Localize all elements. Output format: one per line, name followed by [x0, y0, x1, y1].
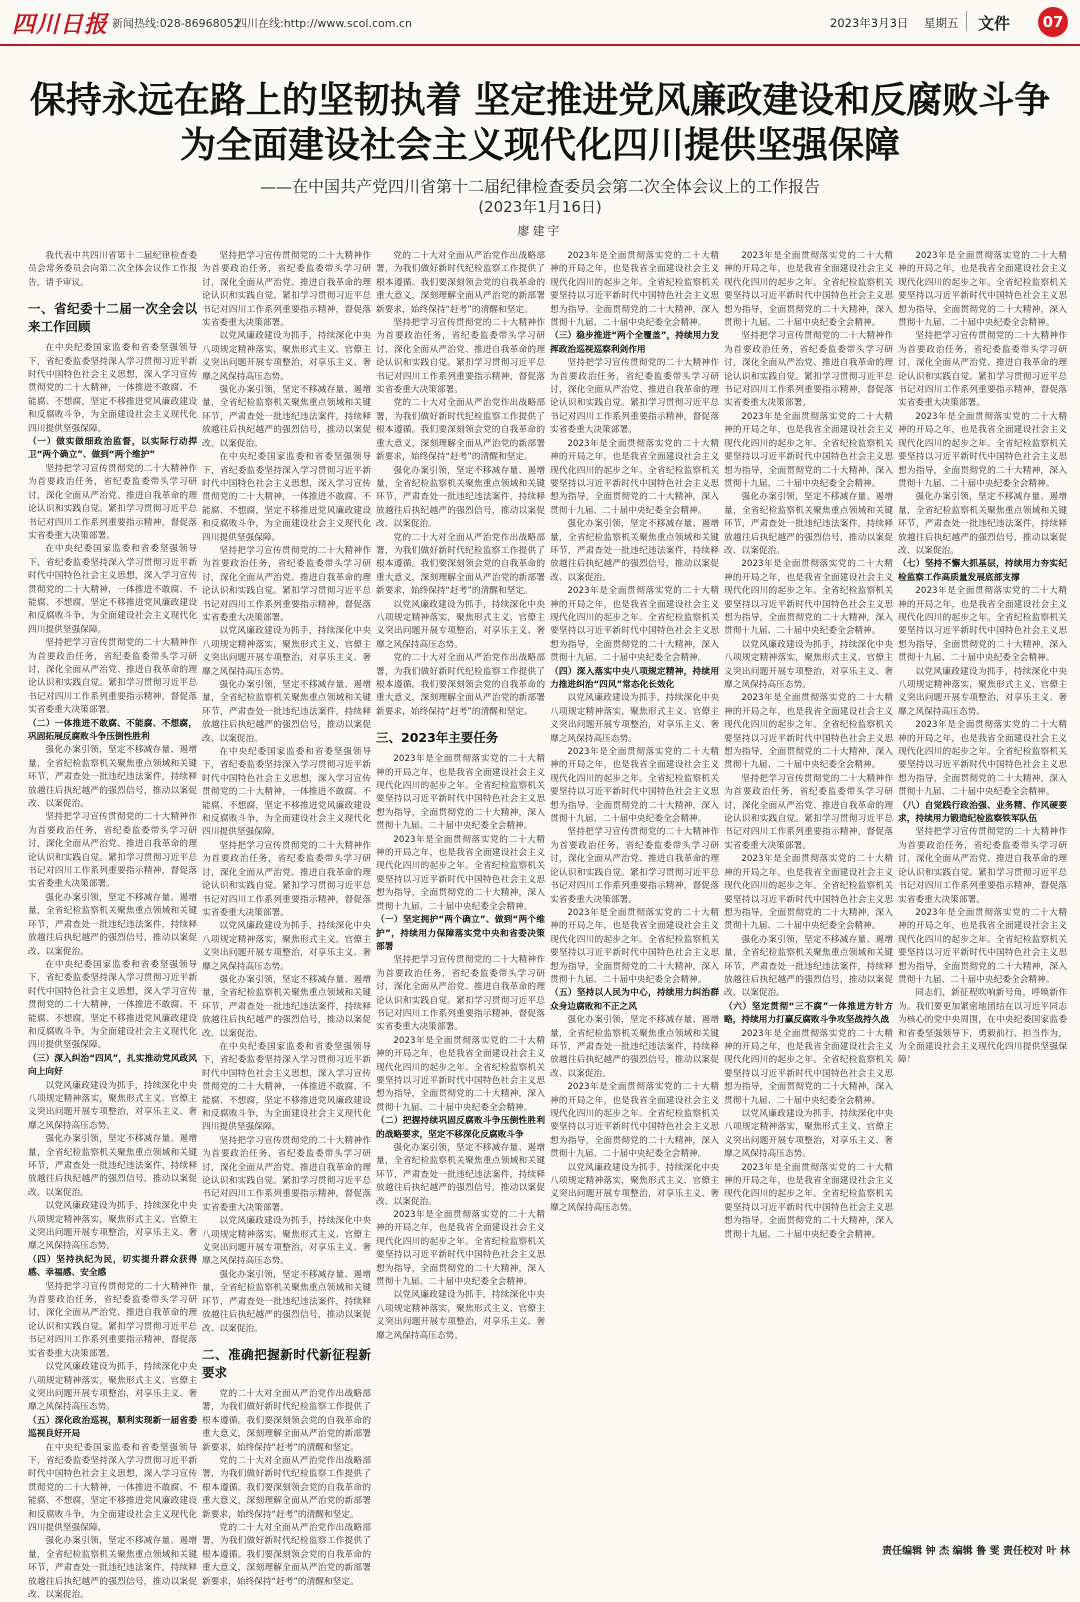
paragraph: 以党风廉政建设为抓手，持续深化中央八项规定精神落实，聚焦形式主义、官僚主义突出问题开展专项整治，对享乐主义、奢靡之风保持高压态势。 — [28, 1362, 197, 1413]
paragraph: 强化办案引领，坚定不移减存量、遏增量，全省纪检监察机关聚焦重点领域和关键环节，严肃查处一批违纪违法案件，持续释放越往后执纪越严的强烈信号，推动以案促改、以案促治。 — [202, 974, 371, 1039]
newspaper-logo: 四川日报 — [12, 11, 108, 38]
paragraph: 2023年是全面贯彻落实党的二十大精神的开局之年，也是我省全面建设社会主义现代化四川的起步之年。全省纪检监察机关要坚持以习近平新时代中国特色社会主义思想为指导，全面贯彻党的二十大精神，深入贯彻十九届、二十届中央纪委全会精神。 — [724, 1162, 893, 1240]
article-column-5 — [724, 250, 893, 1528]
paragraph: 党的二十大对全面从严治党作出战略部署，为我们做好新时代纪检监察工作提供了根本遵循。我们要深刻领会党的自我革命的重大意义，深刻理解全面从严治党的新部署新要求，始终保持“赶考”的清醒和坚定。 — [202, 1388, 371, 1453]
paragraph: 2023年是全面贯彻落实党的二十大精神的开局之年，也是我省全面建设社会主义现代化四川的起步之年。全省纪检监察机关要坚持以习近平新时代中国特色社会主义思想为指导，全面贯彻党的二十大精神，深入贯彻十九届、二十届中央纪委全会精神。 — [550, 907, 719, 985]
subsection-title: （二）一体推进不敢腐、不能腐、不想腐，巩固拓展反腐败斗争压倒性胜利 — [28, 718, 197, 742]
section-1-title: 一、省纪委十二届一次全会以来工作回顾 — [28, 301, 197, 335]
paragraph: 2023年是全面贯彻落实党的二十大精神的开局之年，也是我省全面建设社会主义现代化四川的起步之年。全省纪检监察机关要坚持以习近平新时代中国特色社会主义思想为指导，全面贯彻党的二十大精神，深入贯彻十九届、二十届中央纪委全会精神。 — [550, 747, 719, 825]
website-link[interactable]: 四川在线:http://www.scol.com.cn — [236, 17, 412, 30]
paragraph: 坚持把学习宣传贯彻党的二十大精神作为首要政治任务，省纪委监委带头学习研讨，深化全面从严治党、推进自我革命的理论认识和实践自觉。紧扣学习贯彻习近平总书记对四川工作系列重要指示精神，督促落实省委重大决策部署。 — [28, 463, 197, 541]
paragraph: 强化办案引领，坚定不移减存量、遏增量，全省纪检监察机关聚焦重点领域和关键环节，严肃查处一批违纪违法案件，持续释放越往后执纪越严的强烈信号，推动以案促改、以案促治。 — [28, 1134, 197, 1198]
paragraph: 坚持把学习宣传贯彻党的二十大精神作为首要政治任务，省纪委监委带头学习研讨，深化全面从严治党、推进自我革命的理论认识和实践自觉。紧扣学习贯彻习近平总书记对四川工作系列重要指示精神，督促落实省委重大决策部署。 — [898, 827, 1067, 905]
article-column-2 — [202, 250, 371, 1587]
paragraph: 2023年是全面贯彻落实党的二十大精神的开局之年，也是我省全面建设社会主义现代化四川的起步之年。全省纪检监察机关要坚持以习近平新时代中国特色社会主义思想为指导，全面贯彻党的二十大精神，深入贯彻十九届、二十届中央纪委全会精神。 — [376, 754, 545, 832]
paragraph: 以党风廉政建设为抓手，持续深化中央八项规定精神落实，聚焦形式主义、官僚主义突出问题开展专项整治，对享乐主义、奢靡之风保持高压态势。 — [550, 1162, 719, 1213]
paragraph: 党的二十大对全面从严治党作出战略部署，为我们做好新时代纪检监察工作提供了根本遵循。我们要深刻领会党的自我革命的重大意义，深刻理解全面从严治党的新部署新要求，始终保持“赶考”的清醒和坚定。 — [376, 532, 545, 597]
issue-date: 2023年3月3日 — [830, 16, 909, 30]
paragraph: 以党风廉政建设为抓手，持续深化中央八项规定精神落实，聚焦形式主义、官僚主义突出问题开展专项整治，对享乐主义、奢靡之风保持高压态势。 — [28, 1201, 197, 1252]
paragraph: 强化办案引领，坚定不移减存量、遏增量，全省纪检监察机关聚焦重点领域和关键环节，严肃查处一批违纪违法案件，持续释放越往后执纪越严的强烈信号，推动以案促改、以案促治。 — [376, 465, 545, 530]
paragraph: 强化办案引领，坚定不移减存量、遏增量，全省纪检监察机关聚焦重点领域和关键环节，严肃查处一批违纪违法案件，持续释放越往后执纪越严的强烈信号，推动以案促改、以案促治。 — [724, 934, 893, 999]
paragraph: 以党风廉政建设为抓手，持续深化中央八项规定精神落实，聚焦形式主义、官僚主义突出问题开展专项整治，对享乐主义、奢靡之风保持高压态势。 — [376, 599, 545, 650]
article-column-4 — [550, 250, 719, 1528]
author: 廖建宇 — [517, 224, 563, 238]
subsection-title: （五）深化政治巡视，顺利实现新一届省委巡视良好开局 — [28, 1415, 197, 1440]
paragraph: 2023年是全面贯彻落实党的二十大精神的开局之年，也是我省全面建设社会主义现代化四川的起步之年。全省纪检监察机关要坚持以习近平新时代中国特色社会主义思想为指导，全面贯彻党的二十大精神，深入贯彻十九届、二十届中央纪委全会精神。 — [550, 251, 719, 329]
paragraph: 强化办案引领，坚定不移减存量、遏增量，全省纪检监察机关聚焦重点领域和关键环节，严肃查处一批违纪违法案件，持续释放越往后执纪越严的强烈信号，推动以案促改、以案促治。 — [550, 519, 719, 583]
paragraph: 坚持把学习宣传贯彻党的二十大精神作为首要政治任务，省纪委监委带头学习研讨，深化全面从严治党、推进自我革命的理论认识和实践自觉。紧扣学习贯彻习近平总书记对四川工作系列重要指示精神，督促落实省委重大决策部署。 — [202, 1135, 371, 1213]
closing-paragraph: 同志们，新征程吹响新号角，呼唤新作为。我们要更加紧密地团结在以习近平同志为核心的党中央周围，在中央纪委国家监委和省委坚强领导下，勇毅前行、担当作为，为全面建设社会主义现代化四川提供坚强保障！ — [898, 988, 1067, 1066]
subsection-title: （八）自觉践行政治强、业务精、作风硬要求，持续用力锻造纪检监察铁军队伍 — [898, 800, 1067, 825]
paragraph: 2023年是全面贯彻落实党的二十大精神的开局之年，也是我省全面建设社会主义现代化四川的起步之年。全省纪检监察机关要坚持以习近平新时代中国特色社会主义思想为指导，全面贯彻党的二十大精神，深入贯彻十九届、二十届中央纪委全会精神。 — [550, 1082, 719, 1160]
paragraph: 以党风廉政建设为抓手，持续深化中央八项规定精神落实，聚焦形式主义、官僚主义突出问题开展专项整治，对享乐主义、奢靡之风保持高压态势。 — [202, 1216, 371, 1267]
paragraph: 在中央纪委国家监委和省委坚强领导下，省纪委监委坚持深入学习贯彻习近平新时代中国特色社会主义思想，深入学习宣传贯彻党的二十大精神，一体推进不敢腐、不能腐、不想腐，坚定不移推进党风廉政建设和反腐败斗争，为全面建设社会主义现代化四川提供坚强保障。 — [202, 452, 371, 543]
section-2-title: 二、准确把握新时代新征程新要求 — [202, 1346, 371, 1380]
paragraph: 党的二十大对全面从严治党作出战略部署，为我们做好新时代纪检监察工作提供了根本遵循。我们要深刻领会党的自我革命的重大意义，深刻理解全面从严治党的新部署新要求，始终保持“赶考”的清醒和坚定。 — [376, 251, 545, 315]
paragraph: 2023年是全面贯彻落实党的二十大精神的开局之年，也是我省全面建设社会主义现代化四川的起步之年。全省纪检监察机关要坚持以习近平新时代中国特色社会主义思想为指导，全面贯彻党的二十大精神，深入贯彻十九届、二十届中央纪委全会精神。 — [724, 559, 893, 637]
paragraph: 强化办案引领，坚定不移减存量、遏增量，全省纪检监察机关聚焦重点领域和关键环节，严肃查处一批违纪违法案件，持续释放越往后执纪越严的强烈信号，推动以案促改、以案促治。 — [724, 492, 893, 556]
paragraph: 以党风廉政建设为抓手，持续深化中央八项规定精神落实，聚焦形式主义、官僚主义突出问题开展专项整治，对享乐主义、奢靡之风保持高压态势。 — [376, 1290, 545, 1341]
news-hotline: 新闻热线:028-86968052 — [112, 17, 241, 30]
paragraph: 在中央纪委国家监委和省委坚强领导下，省纪委监委坚持深入学习贯彻习近平新时代中国特色社会主义思想，深入学习宣传贯彻党的二十大精神，一体推进不敢腐、不能腐、不想腐，坚定不移推进党风廉政建设和反腐败斗争，为全面建设社会主义现代化四川提供坚强保障。 — [202, 1041, 371, 1133]
page-footer — [0, 1540, 1080, 1558]
paragraph: 2023年是全面贯彻落实党的二十大精神的开局之年，也是我省全面建设社会主义现代化四川的起步之年。全省纪检监察机关要坚持以习近平新时代中国特色社会主义思想为指导，全面贯彻党的二十大精神，深入贯彻十九届、二十届中央纪委全会精神。 — [898, 720, 1067, 798]
article-column-3 — [376, 250, 545, 1528]
intro-paragraph: 我代表中共四川省第十二届纪律检查委员会常务委员会向第二次全体会议作工作报告，请予审议。 — [28, 251, 197, 288]
paragraph: 坚持把学习宣传贯彻党的二十大精神作为首要政治任务，省纪委监委带头学习研讨，深化全面从严治党、推进自我革命的理论认识和实践自觉。紧扣学习贯彻习近平总书记对四川工作系列重要指示精神，督促落实省委重大决策部署。 — [550, 827, 719, 905]
paragraph: 以党风廉政建设为抓手，持续深化中央八项规定精神落实，聚焦形式主义、官僚主义突出问题开展专项整治，对享乐主义、奢靡之风保持高压态势。 — [724, 1109, 893, 1160]
paragraph: 坚持把学习宣传贯彻党的二十大精神作为首要政治任务，省纪委监委带头学习研讨，深化全面从严治党、推进自我革命的理论认识和实践自觉。紧扣学习贯彻习近平总书记对四川工作系列重要指示精神，督促落实省委重大决策部署。 — [202, 545, 371, 623]
paragraph: 坚持把学习宣传贯彻党的二十大精神作为首要政治任务，省纪委监委带头学习研讨，深化全面从严治党、推进自我革命的理论认识和实践自觉。紧扣学习贯彻习近平总书记对四川工作系列重要指示精神，督促落实省委重大决策部署。 — [202, 251, 371, 329]
paragraph: 坚持把学习宣传贯彻党的二十大精神作为首要政治任务，省纪委监委带头学习研讨，深化全面从严治党、推进自我革命的理论认识和实践自觉。紧扣学习贯彻习近平总书记对四川工作系列重要指示精神，督促落实省委重大决策部署。 — [28, 1281, 197, 1359]
issue-weekday: 星期五 — [924, 16, 959, 30]
subsection-title: （三）稳步推进“两个全覆盖”，持续用力发挥政治巡视巡察利剑作用 — [550, 331, 719, 355]
paragraph: 强化办案引领，坚定不移减存量、遏增量，全省纪检监察机关聚焦重点领域和关键环节，严肃查处一批违纪违法案件，持续释放越往后执纪越严的强烈信号，推动以案促改、以案促治。 — [550, 1015, 719, 1079]
paragraph: 党的二十大对全面从严治党作出战略部署，为我们做好新时代纪检监察工作提供了根本遵循。我们要深刻领会党的自我革命的重大意义，深刻理解全面从严治党的新部署新要求，始终保持“赶考”的清醒和坚定。 — [376, 653, 545, 717]
section-name: 文件 — [978, 14, 1011, 33]
paragraph: 党的二十大对全面从严治党作出战略部署，为我们做好新时代纪检监察工作提供了根本遵循。我们要深刻领会党的自我革命的重大意义，深刻理解全面从严治党的新部署新要求，始终保持“赶考”的清醒和坚定。 — [202, 1522, 371, 1587]
paragraph: 坚持把学习宣传贯彻党的二十大精神作为首要政治任务，省纪委监委带头学习研讨，深化全面从严治党、推进自我革命的理论认识和实践自觉。紧扣学习贯彻习近平总书记对四川工作系列重要指示精神，督促落实省委重大决策部署。 — [28, 812, 197, 890]
headline-subtitle: ——在中国共产党四川省第十二届纪律检查委员会第二次全体会议上的工作报告 — [259, 177, 820, 196]
subsection-title: （四）坚持执纪为民，切实提升群众获得感、幸福感、安全感 — [28, 1254, 197, 1279]
paragraph: 2023年是全面贯彻落实党的二十大精神的开局之年，也是我省全面建设社会主义现代化四川的起步之年。全省纪检监察机关要坚持以习近平新时代中国特色社会主义思想为指导，全面贯彻党的二十大精神，深入贯彻十九届、二十届中央纪委全会精神。 — [898, 251, 1067, 329]
subsection-title: （三）深入纠治“四风”，扎实推动党风政风向上向好 — [28, 1053, 197, 1078]
paragraph: 党的二十大对全面从严治党作出战略部署，为我们做好新时代纪检监察工作提供了根本遵循。我们要深刻领会党的自我革命的重大意义，深刻理解全面从严治党的新部署新要求，始终保持“赶考”的清醒和坚定。 — [202, 1455, 371, 1520]
paragraph: 坚持把学习宣传贯彻党的二十大精神作为首要政治任务，省纪委监委带头学习研讨，深化全面从严治党、推进自我革命的理论认识和实践自觉。紧扣学习贯彻习近平总书记对四川工作系列重要指示精神，督促落实省委重大决策部署。 — [376, 318, 545, 396]
masthead — [0, 0, 1080, 46]
paragraph: 在中央纪委国家监委和省委坚强领导下，省纪委监委坚持深入学习贯彻习近平新时代中国特色社会主义思想，深入学习宣传贯彻党的二十大精神，一体推进不敢腐、不能腐、不想腐，坚定不移推进党风廉政建设和反腐败斗争，为全面建设社会主义现代化四川提供坚强保障。 — [28, 343, 197, 434]
paragraph: 党的二十大对全面从严治党作出战略部署，为我们做好新时代纪检监察工作提供了根本遵循。我们要深刻领会党的自我革命的重大意义，深刻理解全面从严治党的新部署新要求，始终保持“赶考”的清醒和坚定。 — [376, 398, 545, 463]
paragraph: 强化办案引领，坚定不移减存量、遏增量，全省纪检监察机关聚焦重点领域和关键环节，严肃查处一批违纪违法案件，持续释放越往后执纪越严的强烈信号，推动以案促改、以案促治。 — [376, 1143, 545, 1207]
paragraph: 以党风廉政建设为抓手，持续深化中央八项规定精神落实，聚焦形式主义、官僚主义突出问题开展专项整治，对享乐主义、奢靡之风保持高压态势。 — [898, 666, 1067, 717]
paragraph: 坚持把学习宣传贯彻党的二十大精神作为首要政治任务，省纪委监委带头学习研讨，深化全面从严治党、推进自我革命的理论认识和实践自觉。紧扣学习贯彻习近平总书记对四川工作系列重要指示精神，督促落实省委重大决策部署。 — [28, 638, 197, 716]
paragraph: 2023年是全面贯彻落实党的二十大精神的开局之年，也是我省全面建设社会主义现代化四川的起步之年。全省纪检监察机关要坚持以习近平新时代中国特色社会主义思想为指导，全面贯彻党的二十大精神，深入贯彻十九届、二十届中央纪委全会精神。 — [550, 438, 719, 516]
paragraph: 坚持把学习宣传贯彻党的二十大精神作为首要政治任务，省纪委监委带头学习研讨，深化全面从严治党、推进自我革命的理论认识和实践自觉。紧扣学习贯彻习近平总书记对四川工作系列重要指示精神，督促落实省委重大决策部署。 — [898, 331, 1067, 409]
paragraph: 2023年是全面贯彻落实党的二十大精神的开局之年，也是我省全面建设社会主义现代化四川的起步之年。全省纪检监察机关要坚持以习近平新时代中国特色社会主义思想为指导，全面贯彻党的二十大精神，深入贯彻十九届、二十届中央纪委全会精神。 — [898, 586, 1067, 664]
paragraph: 以党风廉政建设为抓手，持续深化中央八项规定精神落实，聚焦形式主义、官僚主义突出问题开展专项整治，对享乐主义、奢靡之风保持高压态势。 — [550, 693, 719, 744]
report-date: (2023年1月16日) — [478, 198, 602, 216]
paragraph: 以党风廉政建设为抓手，持续深化中央八项规定精神落实，聚焦形式主义、官僚主义突出问题开展专项整治，对享乐主义、奢靡之风保持高压态势。 — [202, 921, 371, 972]
section-3-title: 三、2023年主要任务 — [376, 730, 499, 746]
paragraph: 坚持把学习宣传贯彻党的二十大精神作为首要政治任务，省纪委监委带头学习研讨，深化全面从严治党、推进自我革命的理论认识和实践自觉。紧扣学习贯彻习近平总书记对四川工作系列重要指示精神，督促落实省委重大决策部署。 — [550, 358, 719, 436]
paragraph: 2023年是全面贯彻落实党的二十大精神的开局之年，也是我省全面建设社会主义现代化四川的起步之年。全省纪检监察机关要坚持以习近平新时代中国特色社会主义思想为指导，全面贯彻党的二十大精神，深入贯彻十九届、二十届中央纪委全会精神。 — [550, 586, 719, 664]
paragraph: 强化办案引领，坚定不移减存量、遏增量，全省纪检监察机关聚焦重点领域和关键环节，严肃查处一批违纪违法案件，持续释放越往后执纪越严的强烈信号，推动以案促改、以案促治。 — [202, 385, 371, 449]
paragraph: 强化办案引领，坚定不移减存量、遏增量，全省纪检监察机关聚焦重点领域和关键环节，严肃查处一批违纪违法案件，持续释放越往后执纪越严的强烈信号，推动以案促改、以案促治。 — [28, 745, 197, 810]
paragraph: 以党风廉政建设为抓手，持续深化中央八项规定精神落实，聚焦形式主义、官僚主义突出问题开展专项整治，对享乐主义、奢靡之风保持高压态势。 — [28, 1080, 197, 1131]
headline-line-2: 为全面建设社会主义现代化四川提供坚强保障 — [179, 124, 900, 166]
paragraph: 以党风廉政建设为抓手，持续深化中央八项规定精神落实，聚焦形式主义、官僚主义突出问题开展专项整治，对享乐主义、奢靡之风保持高压态势。 — [202, 626, 371, 677]
paragraph: 2023年是全面贯彻落实党的二十大精神的开局之年，也是我省全面建设社会主义现代化四川的起步之年。全省纪检监察机关要坚持以习近平新时代中国特色社会主义思想为指导，全面贯彻党的二十大精神，深入贯彻十九届、二十届中央纪委全会精神。 — [376, 834, 545, 912]
subsection-title: （六）坚定贯彻“三不腐”一体推进方针方略，持续用力打赢反腐败斗争攻坚战持久战 — [724, 1001, 893, 1026]
paragraph: 2023年是全面贯彻落实党的二十大精神的开局之年，也是我省全面建设社会主义现代化四川的起步之年。全省纪检监察机关要坚持以习近平新时代中国特色社会主义思想为指导，全面贯彻党的二十大精神，深入贯彻十九届、二十届中央纪委全会精神。 — [898, 907, 1067, 985]
paragraph: 以党风廉政建设为抓手，持续深化中央八项规定精神落实，聚焦形式主义、官僚主义突出问题开展专项整治，对享乐主义、奢靡之风保持高压态势。 — [724, 639, 893, 690]
subsection-title: （五）坚持以人民为中心，持续用力纠治群众身边腐败和不正之风 — [550, 988, 719, 1012]
paragraph: 在中央纪委国家监委和省委坚强领导下，省纪委监委坚持深入学习贯彻习近平新时代中国特色社会主义思想，深入学习宣传贯彻党的二十大精神，一体推进不敢腐、不能腐、不想腐，坚定不移推进党风廉政建设和反腐败斗争，为全面建设社会主义现代化四川提供坚强保障。 — [28, 1442, 197, 1533]
paragraph: 2023年是全面贯彻落实党的二十大精神的开局之年，也是我省全面建设社会主义现代化四川的起步之年。全省纪检监察机关要坚持以习近平新时代中国特色社会主义思想为指导，全面贯彻党的二十大精神，深入贯彻十九届、二十届中央纪委全会精神。 — [724, 251, 893, 329]
paragraph: 坚持把学习宣传贯彻党的二十大精神作为首要政治任务，省纪委监委带头学习研讨，深化全面从严治党、推进自我革命的理论认识和实践自觉。紧扣学习贯彻习近平总书记对四川工作系列重要指示精神，督促落实省委重大决策部署。 — [724, 773, 893, 851]
paragraph: 2023年是全面贯彻落实党的二十大精神的开局之年，也是我省全面建设社会主义现代化四川的起步之年。全省纪检监察机关要坚持以习近平新时代中国特色社会主义思想为指导，全面贯彻党的二十大精神，深入贯彻十九届、二十届中央纪委全会精神。 — [724, 693, 893, 771]
paragraph: 坚持把学习宣传贯彻党的二十大精神作为首要政治任务，省纪委监委带头学习研讨，深化全面从严治党、推进自我革命的理论认识和实践自觉。紧扣学习贯彻习近平总书记对四川工作系列重要指示精神，督促落实省委重大决策部署。 — [202, 840, 371, 918]
subsection-title: （一）做实做细政治监督，以实际行动捍卫“两个确立”、做到“两个维护” — [28, 437, 197, 461]
editor-credits: 责任编辑 钟 杰 编辑 鲁 雯 责任校对 叶 林 — [882, 1546, 1070, 1557]
paragraph: 强化办案引领，坚定不移减存量、遏增量，全省纪检监察机关聚焦重点领域和关键环节，严肃查处一批违纪违法案件，持续释放越往后执纪越严的强烈信号，推动以案促改、以案促治。 — [202, 680, 371, 744]
paragraph: 坚持把学习宣传贯彻党的二十大精神作为首要政治任务，省纪委监委带头学习研讨，深化全面从严治党、推进自我革命的理论认识和实践自觉。紧扣学习贯彻习近平总书记对四川工作系列重要指示精神，督促落实省委重大决策部署。 — [724, 331, 893, 409]
subsection-title: （一）坚定拥护“两个确立”、做到“两个维护”，持续用力保障落实党中央和省委决策部署 — [376, 915, 545, 952]
paragraph: 在中央纪委国家监委和省委坚强领导下，省纪委监委坚持深入学习贯彻习近平新时代中国特色社会主义思想，深入学习宣传贯彻党的二十大精神，一体推进不敢腐、不能腐、不想腐，坚定不移推进党风廉政建设和反腐败斗争，为全面建设社会主义现代化四川提供坚强保障。 — [28, 544, 197, 635]
paragraph: 2023年是全面贯彻落实党的二十大精神的开局之年，也是我省全面建设社会主义现代化四川的起步之年。全省纪检监察机关要坚持以习近平新时代中国特色社会主义思想为指导，全面贯彻党的二十大精神，深入贯彻十九届、二十届中央纪委全会精神。 — [376, 1210, 545, 1288]
paragraph: 在中央纪委国家监委和省委坚强领导下，省纪委监委坚持深入学习贯彻习近平新时代中国特色社会主义思想，深入学习宣传贯彻党的二十大精神，一体推进不敢腐、不能腐、不想腐，坚定不移推进党风廉政建设和反腐败斗争，为全面建设社会主义现代化四川提供坚强保障。 — [28, 959, 197, 1051]
paragraph: 强化办案引领，坚定不移减存量、遏增量，全省纪检监察机关聚焦重点领域和关键环节，严肃查处一批违纪违法案件，持续释放越往后执纪越严的强烈信号，推动以案促改、以案促治。 — [898, 492, 1067, 556]
paragraph: 强化办案引领，坚定不移减存量、遏增量，全省纪检监察机关聚焦重点领域和关键环节，严肃查处一批违纪违法案件，持续释放越往后执纪越严的强烈信号，推动以案促改、以案促治。 — [202, 1269, 371, 1334]
paragraph: 在中央纪委国家监委和省委坚强领导下，省纪委监委坚持深入学习贯彻习近平新时代中国特色社会主义思想，深入学习宣传贯彻党的二十大精神，一体推进不敢腐、不能腐、不想腐，坚定不移推进党风廉政建设和反腐败斗争，为全面建设社会主义现代化四川提供坚强保障。 — [202, 747, 371, 838]
paragraph: 2023年是全面贯彻落实党的二十大精神的开局之年，也是我省全面建设社会主义现代化四川的起步之年。全省纪检监察机关要坚持以习近平新时代中国特色社会主义思想为指导，全面贯彻党的二十大精神，深入贯彻十九届、二十届中央纪委全会精神。 — [724, 411, 893, 489]
subsection-title: （四）深入落实中央八项规定精神，持续用力推进纠治“四风”常态化长效化 — [550, 666, 719, 690]
paragraph: 2023年是全面贯彻落实党的二十大精神的开局之年，也是我省全面建设社会主义现代化四川的起步之年。全省纪检监察机关要坚持以习近平新时代中国特色社会主义思想为指导，全面贯彻党的二十大精神，深入贯彻十九届、二十届中央纪委全会精神。 — [724, 1028, 893, 1106]
paragraph: 2023年是全面贯彻落实党的二十大精神的开局之年，也是我省全面建设社会主义现代化四川的起步之年。全省纪检监察机关要坚持以习近平新时代中国特色社会主义思想为指导，全面贯彻党的二十大精神，深入贯彻十九届、二十届中央纪委全会精神。 — [376, 1035, 545, 1113]
subsection-title: （二）把握持续巩固反腐败斗争压倒性胜利的战略要求，坚定不移深化反腐败斗争 — [376, 1116, 545, 1140]
article-column-1 — [28, 250, 197, 1600]
headline-line-1: 保持永远在路上的坚韧执着 坚定推进党风廉政建设和反腐败斗争 — [29, 79, 1051, 121]
header-divider — [966, 11, 967, 31]
paragraph: 坚持把学习宣传贯彻党的二十大精神作为首要政治任务，省纪委监委带头学习研讨，深化全面从严治党、推进自我革命的理论认识和实践自觉。紧扣学习贯彻习近平总书记对四川工作系列重要指示精神，督促落实省委重大决策部署。 — [376, 955, 545, 1033]
paragraph: 强化办案引领，坚定不移减存量、遏增量，全省纪检监察机关聚焦重点领域和关键环节，严肃查处一批违纪违法案件，持续释放越往后执纪越严的强烈信号，推动以案促改、以案促治。 — [28, 1536, 197, 1600]
paragraph: 以党风廉政建设为抓手，持续深化中央八项规定精神落实，聚焦形式主义、官僚主义突出问题开展专项整治，对享乐主义、奢靡之风保持高压态势。 — [202, 331, 371, 382]
paragraph: 2023年是全面贯彻落实党的二十大精神的开局之年，也是我省全面建设社会主义现代化四川的起步之年。全省纪检监察机关要坚持以习近平新时代中国特色社会主义思想为指导，全面贯彻党的二十大精神，深入贯彻十九届、二十届中央纪委全会精神。 — [898, 411, 1067, 489]
paragraph: 2023年是全面贯彻落实党的二十大精神的开局之年，也是我省全面建设社会主义现代化四川的起步之年。全省纪检监察机关要坚持以习近平新时代中国特色社会主义思想为指导，全面贯彻党的二十大精神，深入贯彻十九届、二十届中央纪委全会精神。 — [724, 854, 893, 932]
paragraph: 强化办案引领，坚定不移减存量、遏增量，全省纪检监察机关聚焦重点领域和关键环节，严肃查处一批违纪违法案件，持续释放越往后执纪越严的强烈信号，推动以案促改、以案促治。 — [28, 892, 197, 957]
subsection-title: （七）坚持不懈大抓基层，持续用力夯实纪检监察工作高质量发展底部支撑 — [898, 559, 1067, 583]
page-number-badge: 07 — [1038, 7, 1068, 37]
article-column-6 — [898, 250, 1067, 1528]
